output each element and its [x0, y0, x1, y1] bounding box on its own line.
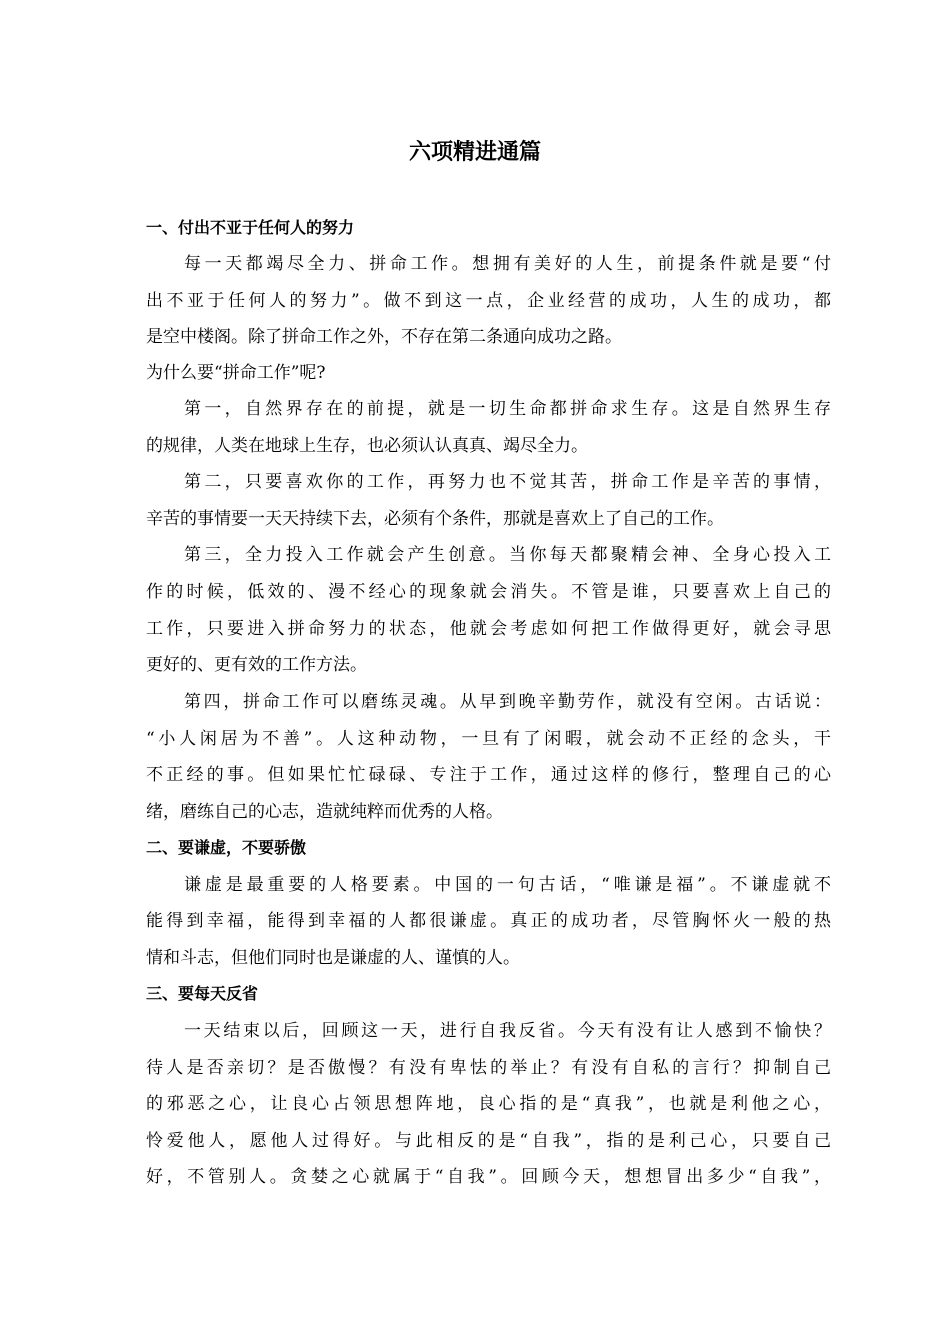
paragraph-line: 工作，只要进入拼命努力的状态，他就会考虑如何把工作做得更好，就会寻思: [146, 619, 831, 639]
document-title: 六项精进通篇: [408, 140, 541, 165]
paragraph-line: 的邪恶之心，让良心占领思想阵地，良心指的是“真我”，也就是利他之心，: [146, 1094, 831, 1114]
paragraph-line: 谦虚是最重要的人格要素。中国的一句古话，“唯谦是福”。不谦虚就不: [184, 875, 831, 895]
paragraph-line: 的规律，人类在地球上生存，也必须认认真真、竭尽全力。: [146, 436, 588, 456]
paragraph-line: 情和斗志，但他们同时也是谦虚的人、谨慎的人。: [146, 948, 520, 968]
paragraph-line: 第一，自然界存在的前提，就是一切生命都拼命求生存。这是自然界生存: [184, 399, 831, 419]
paragraph-line: 绪，磨练自己的心志，造就纯粹而优秀的人格。: [146, 802, 503, 822]
paragraph-line: 好，不管别人。贪婪之心就属于“自我”。回顾今天，想想冒出多少“自我”，: [146, 1167, 831, 1187]
section-heading: 二、要谦虚，不要骄傲: [146, 838, 307, 857]
paragraph-line: 第四，拼命工作可以磨练灵魂。从早到晚辛勤劳作，就没有空闲。古话说：: [184, 692, 831, 712]
paragraph-line: 每一天都竭尽全力、拼命工作。想拥有美好的人生，前提条件就是要“付: [184, 254, 831, 274]
paragraph-line: 为什么要“拼命工作”呢?: [146, 363, 326, 383]
paragraph-line: “小人闲居为不善”。人这种动物，一旦有了闲暇，就会动不正经的念头，干: [146, 729, 831, 749]
paragraph-line: 待人是否亲切？是否傲慢？有没有卑怯的举止？有没有自私的言行？抑制自己: [146, 1058, 831, 1078]
paragraph-line: 一天结束以后，回顾这一天，进行自我反省。今天有没有让人感到不愉快？: [184, 1021, 831, 1041]
paragraph-line: 出不亚于任何人的努力”。做不到这一点，企业经营的成功，人生的成功，都: [146, 291, 831, 311]
paragraph-line: 第三，全力投入工作就会产生创意。当你每天都聚精会神、全身心投入工: [184, 545, 831, 565]
section-heading: 三、要每天反省: [146, 984, 259, 1003]
paragraph-line: 更好的、更有效的工作方法。: [146, 655, 367, 675]
paragraph-line: 辛苦的事情要一天天持续下去，必须有个条件，那就是喜欢上了自己的工作。: [146, 509, 724, 529]
paragraph-line: 能得到幸福，能得到幸福的人都很谦虚。真正的成功者，尽管胸怀火一般的热: [146, 911, 831, 931]
section-heading: 一、付出不亚于任何人的努力: [146, 218, 355, 237]
paragraph-line: 不正经的事。但如果忙忙碌碌、专注于工作，通过这样的修行，整理自己的心: [146, 765, 831, 785]
paragraph-line: 怜爱他人，愿他人过得好。与此相反的是“自我”，指的是利己心，只要自己: [146, 1131, 831, 1151]
paragraph-line: 第二，只要喜欢你的工作，再努力也不觉其苦，拼命工作是辛苦的事情，: [184, 472, 831, 492]
paragraph-line: 作的时候，低效的、漫不经心的现象就会消失。不管是谁，只要喜欢上自己的: [146, 582, 831, 602]
paragraph-line: 是空中楼阁。除了拼命工作之外，不存在第二条通向成功之路。: [146, 327, 622, 347]
